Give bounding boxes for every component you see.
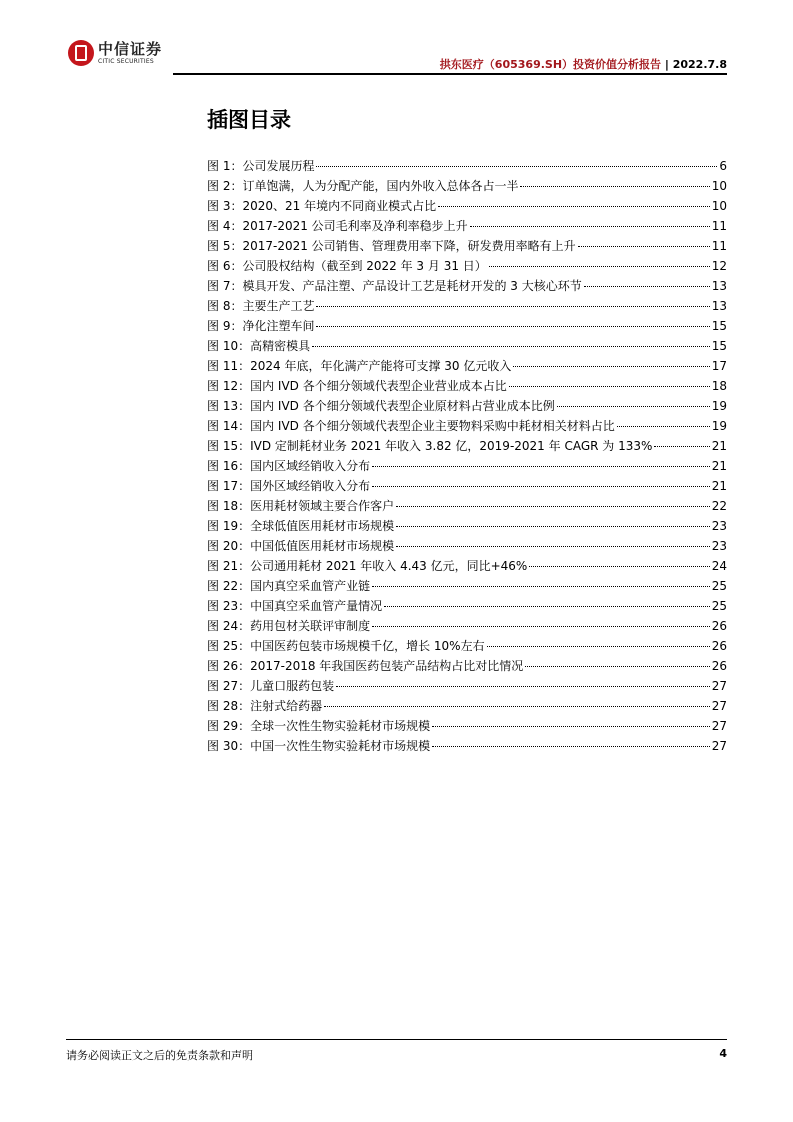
toc-entry-label: 图 30：中国一次性生物实验耗材市场规模 — [207, 739, 431, 753]
toc-entry-page: 15 — [711, 319, 727, 333]
toc-entry-page: 21 — [711, 479, 727, 493]
toc-dot-leader — [557, 406, 710, 407]
toc-dot-leader — [470, 226, 710, 227]
toc-entry[interactable] — [207, 437, 727, 457]
toc-entry[interactable] — [207, 337, 727, 357]
toc-dot-leader — [529, 566, 709, 567]
toc-entry-page: 25 — [711, 599, 727, 613]
toc-entry-page: 26 — [711, 659, 727, 673]
toc-dot-leader — [384, 606, 710, 607]
toc-entry-page: 10 — [711, 199, 727, 213]
toc-entry-label: 图 15：IVD 定制耗材业务 2021 年收入 3.82 亿，2019-2021 年 CAGR 为 133% — [207, 439, 653, 453]
toc-entry-page: 11 — [711, 239, 727, 253]
header-separator: | — [661, 58, 673, 71]
toc-dot-leader — [525, 666, 709, 667]
toc-entry-page: 15 — [711, 339, 727, 353]
toc-entry-page: 18 — [711, 379, 727, 393]
toc-entry[interactable] — [207, 497, 727, 517]
toc-entry-page: 26 — [711, 639, 727, 653]
toc-entry-page: 21 — [711, 459, 727, 473]
toc-entry-label: 图 28：注射式给药器 — [207, 699, 323, 713]
toc-dot-leader — [513, 366, 709, 367]
citic-logo — [68, 40, 162, 66]
toc-entry-page: 27 — [711, 739, 727, 753]
toc-entry-label: 图 26：2017-2018 年我国医药包装产品结构占比对比情况 — [207, 659, 524, 673]
toc-dot-leader — [432, 746, 710, 747]
toc-entry-page: 26 — [711, 619, 727, 633]
toc-dot-leader — [324, 706, 710, 707]
toc-entry[interactable] — [207, 277, 727, 297]
toc-dot-leader — [316, 326, 709, 327]
toc-entry-page: 25 — [711, 579, 727, 593]
toc-entry-label: 图 29：全球一次性生物实验耗材市场规模 — [207, 719, 431, 733]
toc-entry[interactable] — [207, 517, 727, 537]
toc-entry-page: 19 — [711, 399, 727, 413]
logo-cn: 中信证券 — [98, 39, 163, 58]
toc-entry[interactable] — [207, 537, 727, 557]
logo-en: CITIC SECURITIES — [98, 57, 154, 65]
toc-entry-label: 图 1：公司发展历程 — [207, 159, 315, 173]
toc-entry-label: 图 7：模具开发、产品注塑、产品设计工艺是耗材开发的 3 大核心环节 — [207, 279, 582, 293]
toc-entry[interactable] — [207, 157, 727, 177]
toc-entry-label: 图 6：公司股权结构（截至到 2022 年 3 月 31 日） — [207, 259, 487, 273]
toc-entry-page: 23 — [711, 519, 727, 533]
toc-dot-leader — [396, 506, 710, 507]
toc-dot-leader — [372, 586, 710, 587]
toc-entry-page: 12 — [711, 259, 727, 273]
toc-entry-label: 图 2：订单饱满，人为分配产能，国内外收入总体各占一半 — [207, 179, 519, 193]
toc-entry-page: 19 — [711, 419, 727, 433]
toc-entry[interactable] — [207, 177, 727, 197]
toc-entry[interactable] — [207, 677, 727, 697]
figure-toc — [207, 157, 727, 757]
toc-entry-page: 11 — [711, 219, 727, 233]
toc-dot-leader — [372, 466, 710, 467]
toc-entry[interactable] — [207, 597, 727, 617]
toc-entry-page: 27 — [711, 679, 727, 693]
toc-entry-label: 图 17：国外区域经销收入分布 — [207, 479, 371, 493]
toc-entry-label: 图 23：中国真空采血管产量情况 — [207, 599, 383, 613]
toc-dot-leader — [336, 686, 710, 687]
toc-entry[interactable] — [207, 557, 727, 577]
toc-entry-label: 图 8：主要生产工艺 — [207, 299, 315, 313]
page-number: 4 — [719, 1047, 727, 1060]
toc-entry[interactable] — [207, 737, 727, 757]
toc-entry-label: 图 11：2024 年底，年化满产产能将可支撑 30 亿元收入 — [207, 359, 512, 373]
toc-entry[interactable] — [207, 417, 727, 437]
toc-dot-leader — [432, 726, 710, 727]
toc-entry-label: 图 20：中国低值医用耗材市场规模 — [207, 539, 395, 553]
toc-entry[interactable] — [207, 617, 727, 637]
toc-dot-leader — [438, 206, 710, 207]
toc-entry-page: 10 — [711, 179, 727, 193]
toc-entry-label: 图 22：国内真空采血管产业链 — [207, 579, 371, 593]
toc-entry-page: 17 — [711, 359, 727, 373]
toc-entry-label: 图 9：净化注塑车间 — [207, 319, 315, 333]
citic-logo-icon — [68, 40, 94, 66]
toc-dot-leader — [316, 306, 709, 307]
toc-entry[interactable] — [207, 357, 727, 377]
toc-entry[interactable] — [207, 317, 727, 337]
toc-entry-label: 图 10：高精密模具 — [207, 339, 311, 353]
toc-entry-page: 6 — [719, 159, 727, 173]
toc-entry-page: 24 — [711, 559, 727, 573]
toc-entry-label: 图 5：2017-2021 公司销售、管理费用率下降，研发费用率略有上升 — [207, 239, 576, 253]
toc-dot-leader — [578, 246, 710, 247]
toc-entry-page: 27 — [711, 719, 727, 733]
toc-entry[interactable] — [207, 717, 727, 737]
toc-entry[interactable] — [207, 577, 727, 597]
toc-dot-leader — [509, 386, 710, 387]
toc-entry[interactable] — [207, 657, 727, 677]
toc-entry-page: 21 — [711, 439, 727, 453]
page-title: 插图目录 — [207, 108, 291, 132]
toc-dot-leader — [396, 546, 710, 547]
report-title: 拱东医疗（605369.SH）投资价值分析报告 — [439, 58, 662, 71]
toc-entry-page: 13 — [711, 279, 727, 293]
toc-entry[interactable] — [207, 397, 727, 417]
toc-dot-leader — [487, 646, 710, 647]
toc-entry-label: 图 18：医用耗材领域主要合作客户 — [207, 499, 395, 513]
toc-entry[interactable] — [207, 257, 727, 277]
toc-entry[interactable] — [207, 197, 727, 217]
toc-entry[interactable] — [207, 457, 727, 477]
header-rule — [173, 73, 727, 75]
toc-entry-page: 23 — [711, 539, 727, 553]
toc-dot-leader — [489, 266, 710, 267]
toc-entry-label: 图 4：2017-2021 公司毛利率及净利率稳步上升 — [207, 219, 468, 233]
toc-entry-label: 图 27：儿童口服药包装 — [207, 679, 335, 693]
toc-entry[interactable] — [207, 477, 727, 497]
toc-entry-page: 27 — [711, 699, 727, 713]
toc-entry-page: 22 — [711, 499, 727, 513]
toc-entry-label: 图 21：公司通用耗材 2021 年收入 4.43 亿元，同比+46% — [207, 559, 528, 573]
footer-rule — [66, 1039, 727, 1040]
toc-entry[interactable] — [207, 697, 727, 717]
toc-dot-leader — [372, 486, 710, 487]
toc-dot-leader — [372, 626, 710, 627]
toc-entry-label: 图 13：国内 IVD 各个细分领域代表型企业原材料占营业成本比例 — [207, 399, 555, 413]
toc-entry-label: 图 25：中国医药包装市场规模千亿，增长 10%左右 — [207, 639, 485, 653]
toc-dot-leader — [617, 426, 710, 427]
toc-dot-leader — [396, 526, 710, 527]
report-date: 2022.7.8 — [672, 58, 727, 71]
report-header — [440, 56, 727, 72]
toc-dot-leader — [520, 186, 709, 187]
toc-dot-leader — [654, 446, 709, 447]
toc-entry-label: 图 3：2020、21 年境内不同商业模式占比 — [207, 199, 437, 213]
toc-entry[interactable] — [207, 377, 727, 397]
toc-dot-leader — [316, 166, 717, 167]
toc-entry[interactable] — [207, 297, 727, 317]
toc-entry-label: 图 14：国内 IVD 各个细分领域代表型企业主要物料采购中耗材相关材料占比 — [207, 419, 615, 433]
toc-entry-label: 图 24：药用包材关联评审制度 — [207, 619, 371, 633]
toc-dot-leader — [312, 346, 710, 347]
toc-entry[interactable] — [207, 237, 727, 257]
toc-entry[interactable] — [207, 637, 727, 657]
toc-entry-page: 13 — [711, 299, 727, 313]
toc-dot-leader — [584, 286, 710, 287]
toc-entry-label: 图 12：国内 IVD 各个细分领域代表型企业营业成本占比 — [207, 379, 507, 393]
footer-disclaimer: 请务必阅读正文之后的免责条款和声明 — [66, 1049, 253, 1062]
toc-entry-label: 图 16：国内区域经销收入分布 — [207, 459, 371, 473]
toc-entry-label: 图 19：全球低值医用耗材市场规模 — [207, 519, 395, 533]
toc-entry[interactable] — [207, 217, 727, 237]
